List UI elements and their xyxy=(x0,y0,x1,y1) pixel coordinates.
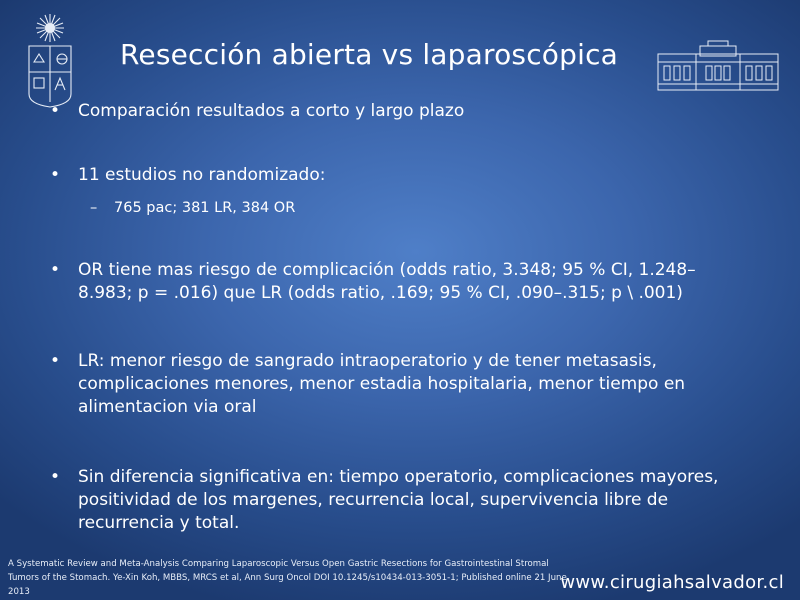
bullet-text: OR tiene mas riesgo de complicación (odds ratio, 3.348; 95 % CI, 1.248–8.983; p = .016) que LR (odds ratio, .169; 95 % CI, .090–.315; p \ .001) xyxy=(78,260,696,303)
slide-title: Resección abierta vs laparoscópica xyxy=(120,38,619,71)
sub-bullet-text: 765 pac; 381 LR, 384 OR xyxy=(114,200,296,216)
bullet-marker: • xyxy=(50,260,61,280)
bullet-item xyxy=(50,100,750,123)
bullet-text: 11 estudios no randomizado: xyxy=(78,165,326,185)
bullet-text: Comparación resultados a corto y largo plazo xyxy=(78,101,465,121)
bullet-marker: • xyxy=(50,165,61,185)
bullet-item xyxy=(50,164,750,187)
bullet-marker: • xyxy=(50,101,61,121)
bullet-item xyxy=(50,350,750,419)
website-url: www.cirugiahsalvador.cl xyxy=(560,572,784,593)
reference-citation: A Systematic Review and Meta-Analysis Comparing Laparoscopic Versus Open Gastric Resections for Gastrointestinal Stromal Tumors of the Stomach. Ye-Xin Koh, MBBS, MRCS et al, Ann Surg Oncol DOI 10.1245/s10434-013-3051-1; Published online 21 June 2013 xyxy=(8,559,567,597)
sub-bullet-marker: – xyxy=(90,200,98,216)
bullet-text: Sin diferencia significativa en: tiempo operatorio, complicaciones mayores, positividad de los margenes, recurrencia local, supervivencia libre de recurrencia y total. xyxy=(78,467,719,533)
sub-bullet-item xyxy=(90,198,730,218)
bullet-text: LR: menor riesgo de sangrado intraoperatorio y de tener metasasis, complicaciones menores, menor estadia hospitalaria, menor tiempo en alimentacion via oral xyxy=(78,351,686,417)
bullet-marker: • xyxy=(50,467,61,487)
bullet-marker: • xyxy=(50,351,61,371)
bullet-item xyxy=(50,466,750,535)
bullet-item xyxy=(50,259,750,305)
